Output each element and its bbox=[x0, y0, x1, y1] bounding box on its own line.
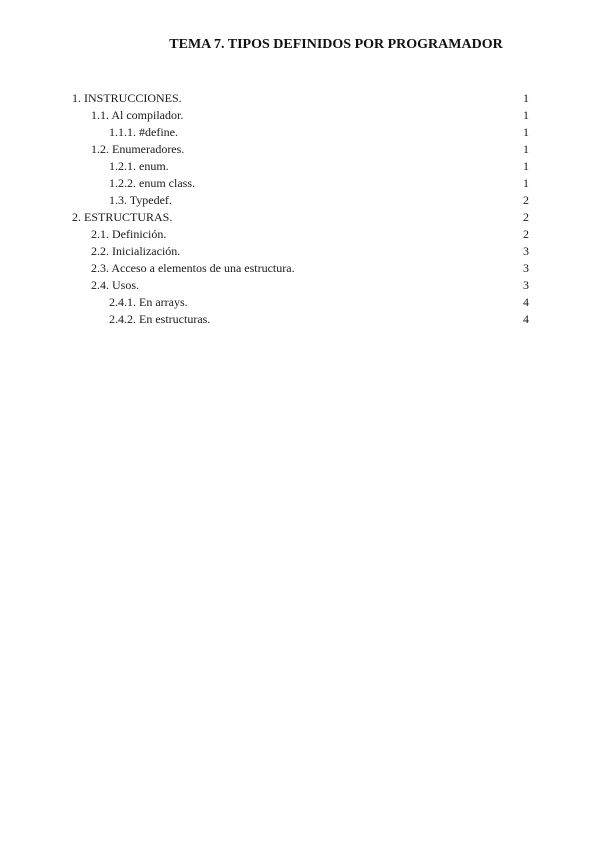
toc-entry bbox=[72, 158, 529, 175]
toc-entry-label: 2. ESTRUCTURAS. bbox=[72, 210, 173, 224]
toc-entry-page: 3 bbox=[523, 261, 529, 275]
toc-entry-label: 1.1.1. #define. bbox=[109, 125, 178, 139]
toc-entry-page: 2 bbox=[523, 227, 529, 241]
toc-entry-page: 1 bbox=[523, 91, 529, 105]
toc-entry-label: 2.4.1. En arrays. bbox=[109, 295, 188, 309]
toc-entry bbox=[72, 192, 529, 209]
toc-entry bbox=[72, 107, 529, 124]
toc-entry bbox=[72, 294, 529, 311]
toc-entry bbox=[72, 175, 529, 192]
toc-entry-label: 2.4. Usos. bbox=[91, 278, 140, 292]
toc-entry-label: 2.2. Inicialización. bbox=[91, 244, 181, 258]
toc-entry-label: 2.4.2. En estructuras. bbox=[109, 312, 211, 326]
toc-entry bbox=[72, 124, 529, 141]
toc-entry bbox=[72, 209, 529, 226]
toc-entry-page: 1 bbox=[523, 142, 529, 156]
toc-entry bbox=[72, 277, 529, 294]
toc-entry-label: 1.1. Al compilador. bbox=[91, 108, 184, 122]
toc-entry bbox=[72, 311, 529, 328]
toc-entry bbox=[72, 90, 529, 107]
toc-entry-page: 1 bbox=[523, 159, 529, 173]
toc-entry-page: 3 bbox=[523, 244, 529, 258]
toc-entry-label: 1.2.2. enum class. bbox=[109, 176, 195, 190]
toc-entry-page: 4 bbox=[523, 295, 529, 309]
toc-entry-label: 1.2. Enumeradores. bbox=[91, 142, 185, 156]
toc-entry-label: 1.2.1. enum. bbox=[109, 159, 169, 173]
toc-entry-page: 1 bbox=[523, 176, 529, 190]
toc-entry-label: 2.3. Acceso a elementos de una estructura. bbox=[91, 261, 295, 275]
toc-entry bbox=[72, 226, 529, 243]
toc-entry-page: 3 bbox=[523, 278, 529, 292]
toc-entry-page: 1 bbox=[523, 108, 529, 122]
toc-entry bbox=[72, 243, 529, 260]
document-title: TEMA 7. TIPOS DEFINIDOS POR PROGRAMADOR bbox=[169, 37, 503, 52]
toc-entry-page: 2 bbox=[523, 210, 529, 224]
toc-entry-page: 1 bbox=[523, 125, 529, 139]
table-of-contents bbox=[72, 90, 529, 328]
toc-entry-label: 2.1. Definición. bbox=[91, 227, 167, 241]
toc-entry-page: 4 bbox=[523, 312, 529, 326]
toc-entry-page: 2 bbox=[523, 193, 529, 207]
toc-entry-label: 1. INSTRUCCIONES. bbox=[72, 91, 182, 105]
toc-entry bbox=[72, 260, 529, 277]
toc-entry-label: 1.3. Typedef. bbox=[109, 193, 172, 207]
toc-entry bbox=[72, 141, 529, 158]
